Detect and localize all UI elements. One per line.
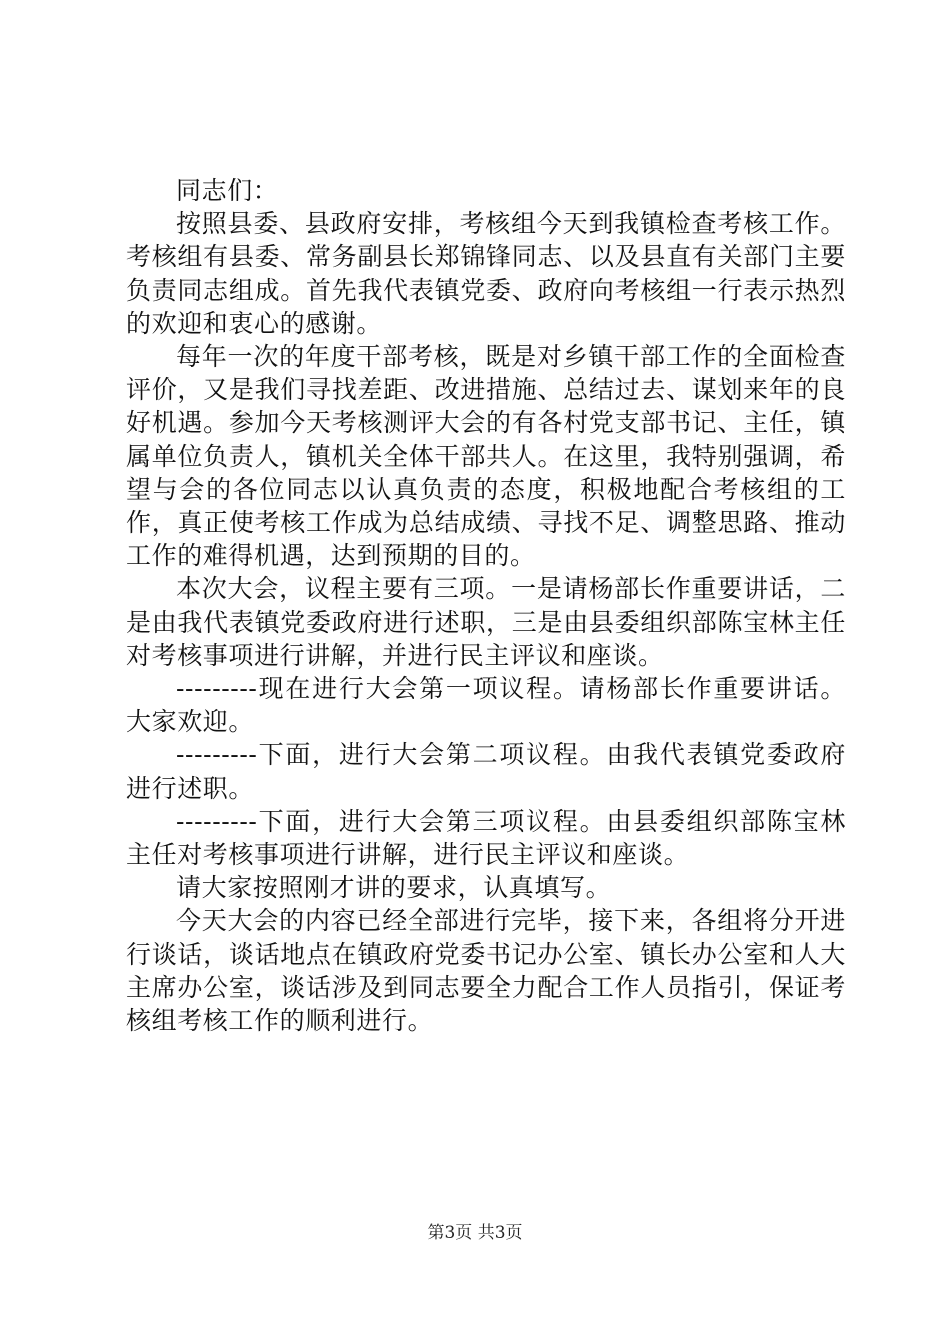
agenda-item-3-paragraph: ---------下面，进行大会第三项议程。由县委组织部陈宝林主任对考核事项进行讲解，进行民主评议和座谈。	[126, 806, 846, 870]
agenda-item-1-paragraph: ---------现在进行大会第一项议程。请杨部长作重要讲话。大家欢迎。	[126, 674, 846, 737]
page-footer	[0, 1218, 950, 1243]
agenda-item-2-paragraph: ---------下面，进行大会第二项议程。由我代表镇党委政府进行述职。	[126, 740, 846, 803]
document-body	[126, 174, 846, 1037]
closing-paragraph: 今天大会的内容已经全部进行完毕，接下来，各组将分开进行谈话，谈话地点在镇政府党委书记办公室、镇长办公室和人大主席办公室，谈话涉及到同志要全力配合工作人员指引，保证考核组考核工作的顺利进行。	[126, 906, 846, 1036]
instruction-paragraph: 请大家按照刚才讲的要求，认真填写。	[176, 873, 612, 903]
annual-review-paragraph: 每年一次的年度干部考核，既是对乡镇干部工作的全面检查评价，又是我们寻找差距、改进措施、总结过去、谋划来年的良好机遇。参加今天考核测评大会的有各村党支部书记、主任，镇属单位负责人，镇机关全体干部共人。在这里，我特别强调，希望与会的各位同志以认真负责的态度，积极地配合考核组的工作，真正使考核工作成为总结成绩、寻找不足、调整思路、推动工作的难得机遇，达到预期的目的。	[126, 342, 846, 571]
greeting-paragraph: 同志们：	[176, 176, 279, 205]
agenda-paragraph: 本次大会，议程主要有三项。一是请杨部长作重要讲话，二是由我代表镇党委政府进行述职，三是由县委组织部陈宝林主任对考核事项进行讲解，并进行民主评议和座谈。	[126, 574, 846, 670]
page-number-label: 第3页 共3页	[427, 1223, 523, 1243]
intro-paragraph: 按照县委、县政府安排，考核组今天到我镇检查考核工作。考核组有县委、常务副县长郑锦锋同志、以及县直有关部门主要负责同志组成。首先我代表镇党委、政府向考核组一行表示热烈的欢迎和衷心的感谢。	[126, 209, 846, 338]
